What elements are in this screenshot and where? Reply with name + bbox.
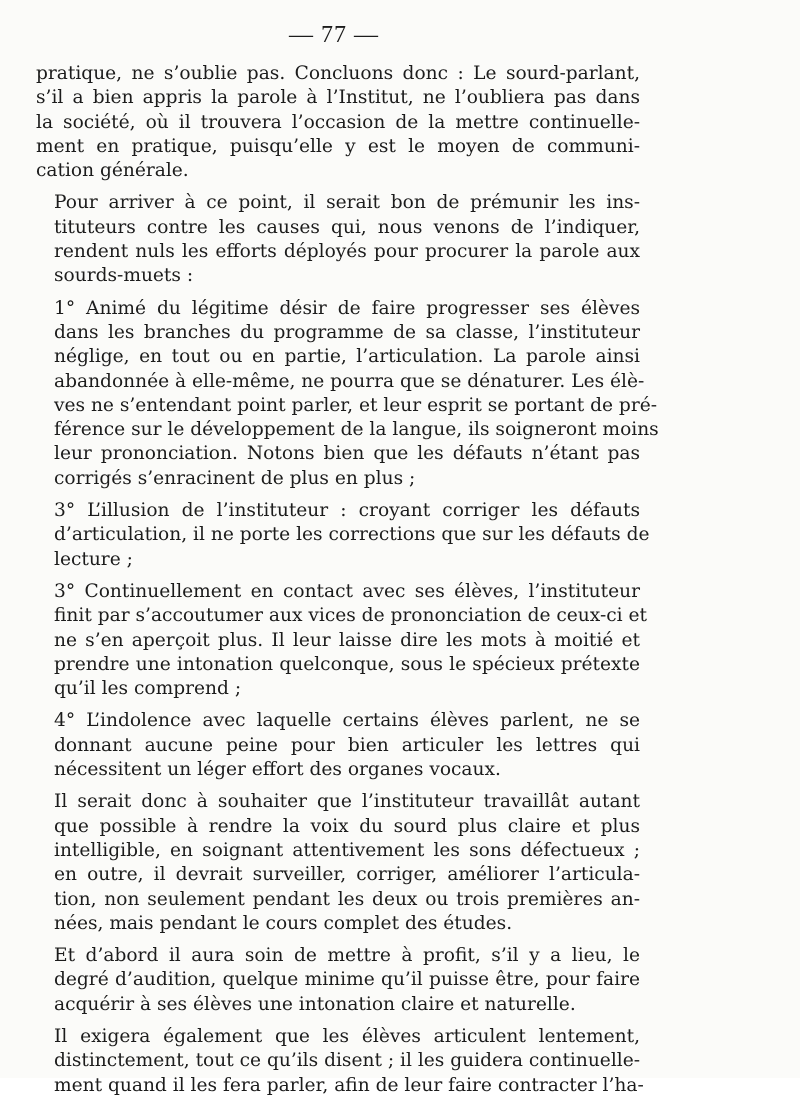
text-line: nécessitent un léger effort des organes vocaux.	[54, 759, 501, 781]
text-line: degré d’audition, quelque minime qu’il puisse être, pour faire	[54, 969, 640, 991]
text-line: sourds-muets :	[54, 265, 194, 287]
text-line: ves ne s’entendant point parler, et leur esprit se portant de pré-	[54, 394, 657, 416]
text-line: la société, où il trouvera l’occasion de la mettre continuelle-	[36, 111, 640, 133]
text-line: 3° L’illusion de l’instituteur : croyant corriger les défauts	[54, 500, 640, 522]
paragraph	[36, 62, 640, 183]
text-line: tion, non seulement pendant les deux ou trois premières an-	[54, 888, 640, 910]
text-line: 1° Animé du légitime désir de faire progresser ses élèves	[54, 297, 640, 319]
text-line: intelligible, en soignant attentivement les sons défectueux ;	[54, 839, 640, 861]
text-line: que possible à rendre la voix du sourd plus claire et plus	[54, 815, 640, 837]
text-line: nées, mais pendant le cours complet des études.	[54, 912, 513, 934]
text-line: tituteurs contre les causes qui, nous venons de l’indiquer,	[54, 216, 640, 238]
text-line: 3° Continuellement en contact avec ses élèves, l’instituteur	[54, 580, 640, 602]
paragraph	[36, 1025, 644, 1098]
text-line: Il exigera également que les élèves articulent lentement,	[54, 1025, 640, 1047]
text-line: d’articulation, il ne porte les corrections que sur les défauts de	[54, 524, 650, 546]
text-line: cation générale.	[36, 160, 189, 182]
paragraph	[36, 944, 640, 1017]
text-line: néglige, en tout ou en partie, l’articulation. La parole ainsi	[54, 346, 640, 368]
paragraph	[36, 191, 640, 288]
text-line: en outre, il devrait surveiller, corriger, améliorer l’articula-	[54, 864, 640, 886]
text-line: distinctement, tout ce qu’ils disent ; il les guidera continuelle-	[54, 1050, 640, 1072]
text-line: ment quand il les fera parler, afin de leur faire contracter l’ha-	[54, 1074, 644, 1096]
text-line: acquérir à ses élèves une intonation claire et naturelle.	[54, 993, 576, 1015]
text-line: rendent nuls les efforts déployés pour procurer la parole aux	[54, 241, 640, 263]
text-line: Pour arriver à ce point, il serait bon de prémunir les ins-	[54, 192, 640, 214]
text-line: finit par s’accoutumer aux vices de prononciation de ceux-ci et	[54, 605, 647, 627]
paragraph	[36, 499, 650, 572]
page-number: — 77 —	[289, 22, 379, 48]
text-line: donnant aucune peine pour bien articuler les lettres qui	[54, 734, 640, 756]
text-line: férence sur le développement de la langue, ils soigneront moins	[54, 419, 659, 441]
text-line: ment en pratique, puisqu’elle y est le moyen de communi-	[36, 135, 640, 157]
text-line: s’il a bien appris la parole à l’Institut, ne l’oubliera pas dans	[36, 87, 640, 109]
text-line: lecture ;	[54, 548, 133, 570]
text-line: leur prononciation. Notons bien que les défauts n’étant pas	[54, 443, 640, 465]
text-line: prendre une intonation quelconque, sous le spécieux prétexte	[54, 653, 640, 675]
text-line: abandonnée à elle-même, ne pourra que se dénaturer. Les élè-	[54, 370, 645, 392]
paragraph	[36, 790, 640, 936]
paragraph	[36, 297, 659, 491]
text-line: dans les branches du programme de sa classe, l’instituteur	[54, 321, 640, 343]
text-line: corrigés s’enracinent de plus en plus ;	[54, 467, 416, 489]
text-line: 4° L’indolence avec laquelle certains élèves parlent, ne se	[54, 710, 640, 732]
paragraph	[36, 580, 647, 701]
page-body-text	[36, 62, 659, 1106]
text-line: Et d’abord il aura soin de mettre à profit, s’il y a lieu, le	[54, 945, 640, 967]
paragraph	[36, 709, 640, 782]
text-line: qu’il les comprend ;	[54, 678, 242, 700]
text-line: Il serait donc à souhaiter que l’instituteur travaillât autant	[54, 791, 640, 813]
text-line: pratique, ne s’oublie pas. Concluons donc : Le sourd-parlant,	[36, 63, 640, 84]
text-line: ne s’en aperçoit plus. Il leur laisse dire les mots à moitié et	[54, 629, 640, 651]
